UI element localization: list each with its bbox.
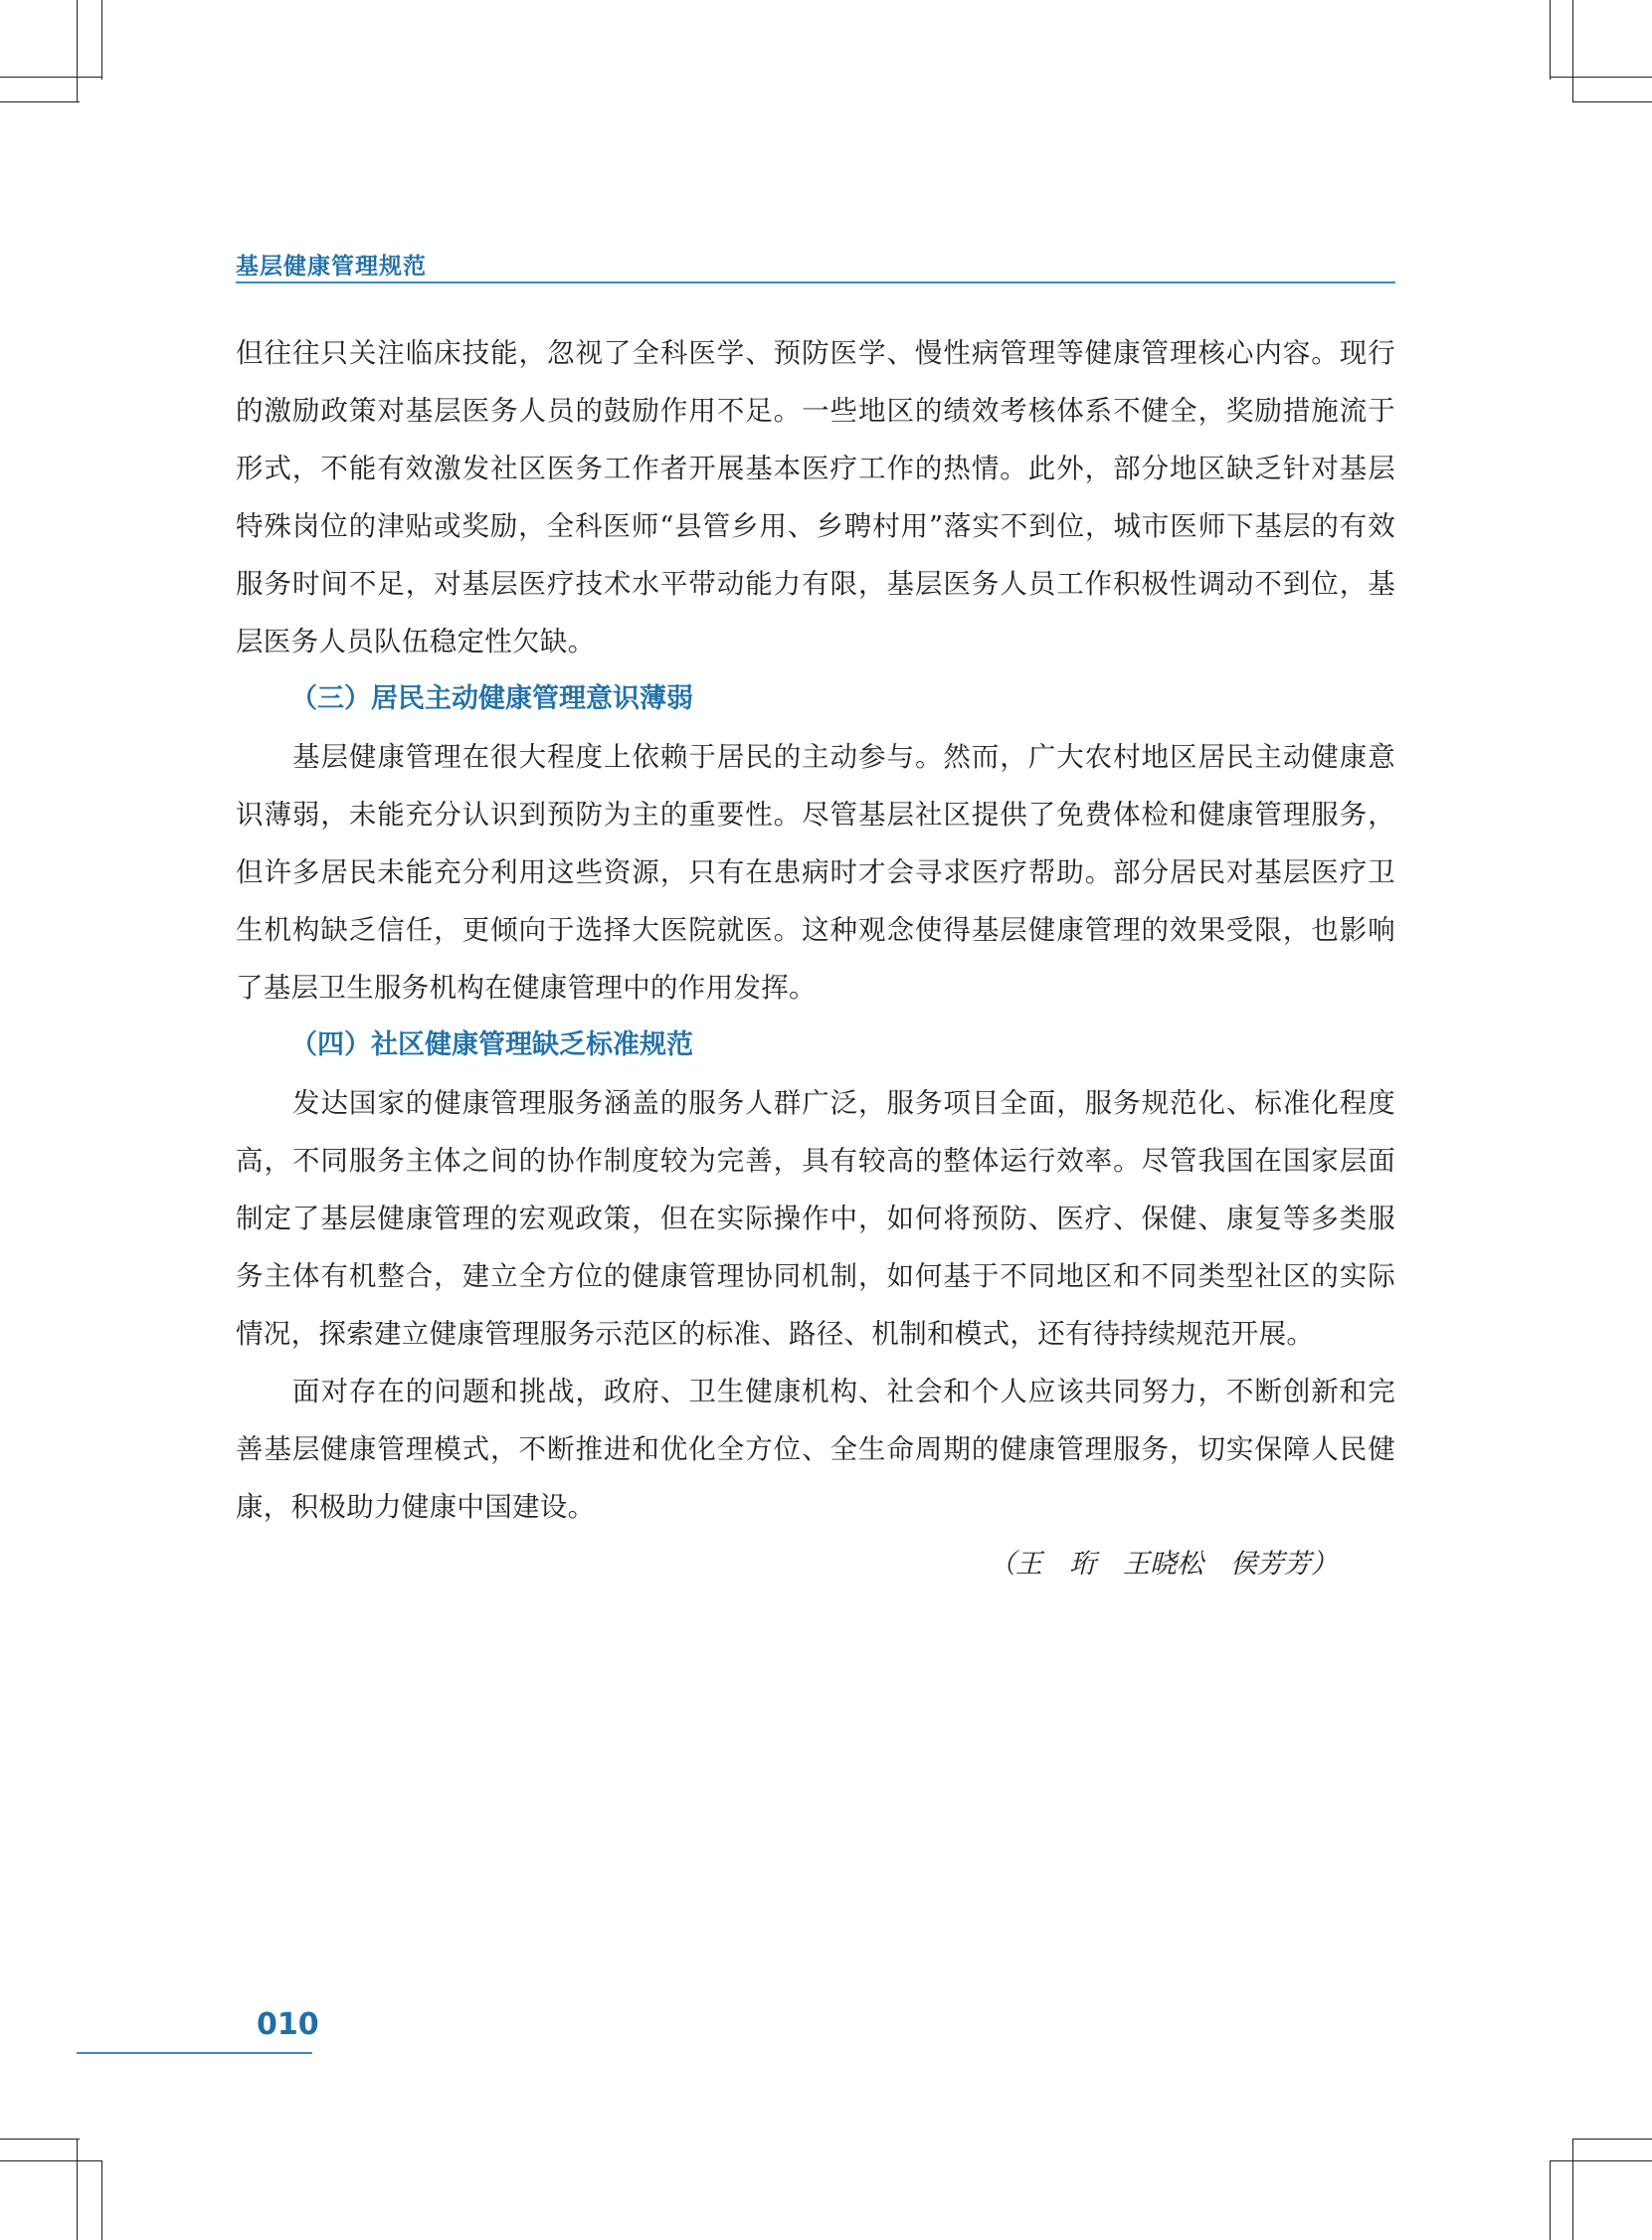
crop-mark — [101, 2160, 102, 2240]
header-divider — [236, 281, 1395, 283]
paragraph-conclusion: 面对存在的问题和挑战，政府、卫生健康机构、社会和个人应该共同努力，不断创新和完善基层健康管理模式，不断推进和优化全方位、全生命周期的健康管理服务，切实保障人民健康，积极助力健康中国建设。 — [236, 1376, 1395, 1523]
paragraph-continued: 但往往只关注临床技能，忽视了全科医学、预防医学、慢性病管理等健康管理核心内容。现行的激励政策对基层医务人员的鼓励作用不足。一些地区的绩效考核体系不健全，奖励措施流于形式，不能有效激发社区医务工作者开展基本医疗工作的热情。此外，部分地区缺乏针对基层特殊岗位的津贴或奖励，全科医师“县管乡用、乡聘村用”落实不到位，城市医师下基层的有效服务时间不足，对基层医疗技术水平带动能力有限，基层医务人员工作积极性调动不到位，基层医务人员队伍稳定性欠缺。 — [236, 337, 1395, 657]
crop-mark — [1550, 77, 1652, 78]
crop-mark — [0, 2139, 80, 2140]
section-heading-3: （三）居民主动健康管理意识薄弱 — [290, 683, 693, 714]
page-number: 010 — [257, 2007, 319, 2042]
crop-mark — [1572, 101, 1652, 102]
crop-mark — [0, 101, 80, 102]
running-header-title: 基层健康管理规范 — [236, 254, 427, 280]
crop-mark — [0, 2160, 101, 2161]
author-byline: （王 珩 王晓松 侯芳芳） — [989, 1549, 1338, 1580]
paragraph: 发达国家的健康管理服务涵盖的服务人群广泛，服务项目全面，服务规范化、标准化程度高，不同服务主体之间的协作制度较为完善，具有较高的整体运行效率。尽管我国在国家层面制定了基层健康管理的宏观政策，但在实际操作中，如何将预防、医疗、保健、康复等多类服务主体有机整合，建立全方位的健康管理协同机制，如何基于不同地区和不同类型社区的实际情况，探索建立健康管理服务示范区的标准、路径、机制和模式，还有待持续规范开展。 — [236, 1087, 1395, 1350]
footer-divider — [77, 2052, 312, 2054]
crop-mark — [1550, 0, 1551, 80]
page-body — [236, 324, 1395, 1593]
paragraph: 基层健康管理在很大程度上依赖于居民的主动参与。然而，广大农村地区居民主动健康意识薄弱，未能充分认识到预防为主的重要性。尽管基层社区提供了免费体检和健康管理服务，但许多居民未能充分利用这些资源，只有在患病时才会寻求医疗帮助。部分居民对基层医疗卫生机构缺乏信任，更倾向于选择大医院就医。这种观念使得基层健康管理的效果受限，也影响了基层卫生服务机构在健康管理中的作用发挥。 — [236, 741, 1395, 1004]
crop-mark — [0, 77, 101, 78]
crop-mark — [1572, 0, 1573, 101]
crop-mark — [1572, 2139, 1573, 2240]
crop-mark — [77, 0, 78, 101]
crop-mark — [77, 2139, 78, 2240]
crop-mark — [1550, 2160, 1551, 2240]
crop-mark — [101, 0, 102, 80]
crop-mark — [1572, 2139, 1652, 2140]
section-heading-4: （四）社区健康管理缺乏标准规范 — [290, 1029, 693, 1060]
crop-mark — [1550, 2160, 1652, 2161]
